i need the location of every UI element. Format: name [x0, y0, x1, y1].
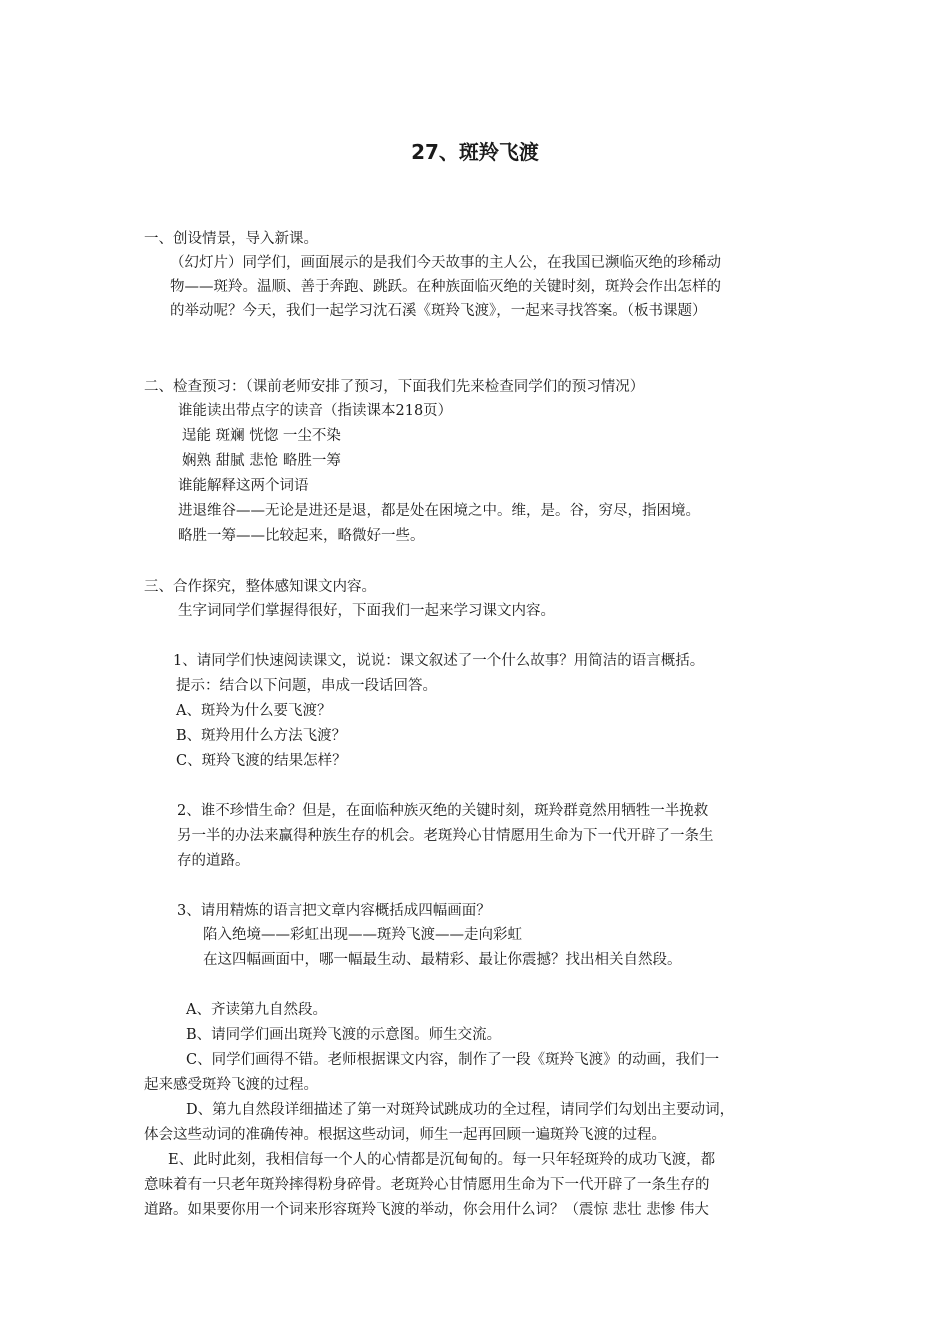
list-item: A、齐读第九自然段。 — [186, 1002, 327, 1018]
question-3: 3、请用精炼的语言把文章内容概括成四幅画面？ — [177, 903, 491, 919]
paragraph-line: 在这四幅画面中，哪一幅最生动、最精彩、最让你震撼？找出相关自然段。 — [203, 952, 682, 968]
paragraph-line: 谁能解释这两个词语 — [178, 478, 309, 494]
paragraph-line: 提示：结合以下问题，串成一段话回答。 — [176, 678, 437, 694]
vocab-line: 娴熟 甜腻 悲怆 略胜一筹 — [182, 453, 341, 469]
vocab-line: 逞能 斑斓 恍惚 一尘不染 — [182, 428, 341, 444]
paragraph-line: 的举动呢？今天，我们一起学习沈石溪《斑羚飞渡》，一起来寻找答案。（板书课题） — [170, 303, 707, 319]
paragraph-line: （幻灯片）同学们，画面展示的是我们今天故事的主人公，在我国已濒临灭绝的珍稀动 — [170, 255, 721, 271]
list-item: B、斑羚用什么方法飞渡？ — [176, 728, 347, 744]
paragraph-line: 存的道路。 — [177, 853, 250, 869]
section-1-heading: 一、创设情景，导入新课。 — [144, 231, 318, 247]
definition-line: 略胜一筹——比较起来，略微好一些。 — [178, 528, 425, 544]
question-1: 1、请同学们快速阅读课文，说说：课文叙述了一个什么故事？用简洁的语言概括。 — [173, 653, 705, 669]
list-item: C、同学们画得不错。老师根据课文内容，制作了一段《斑羚飞渡》的动画，我们一 — [186, 1052, 720, 1068]
question-2: 2、谁不珍惜生命？但是，在面临种族灭绝的关键时刻，斑羚群竟然用牺牲一半挽救 — [177, 803, 709, 819]
paragraph-line: 意味着有一只老年斑羚摔得粉身碎骨。老斑羚心甘情愿用生命为下一代开辟了一条生存的 — [144, 1177, 710, 1193]
list-item: A、斑羚为什么要飞渡？ — [176, 703, 332, 719]
paragraph-line: 另一半的办法来赢得种族生存的机会。老斑羚心甘情愿用生命为下一代开辟了一条生 — [177, 828, 714, 844]
definition-line: 进退维谷——无论是进还是退，都是处在困境之中。维，是。谷，穷尽，指困境。 — [178, 503, 700, 519]
paragraph-line: 物——斑羚。温顺、善于奔跑、跳跃。在种族面临灭绝的关键时刻，斑羚会作出怎样的 — [170, 279, 721, 295]
paragraph-line: 谁能读出带点字的读音（指读课本218页） — [178, 403, 453, 419]
section-2-heading: 二、检查预习：（课前老师安排了预习，下面我们先来检查同学们的预习情况） — [144, 379, 645, 395]
page-title: 27、斑羚飞渡 — [411, 140, 539, 164]
list-item: E、此时此刻，我相信每一个人的心情都是沉甸甸的。每一只年轻斑羚的成功飞渡，都 — [168, 1152, 716, 1168]
list-item: B、请同学们画出斑羚飞渡的示意图。师生交流。 — [186, 1027, 502, 1043]
list-item: D、第九自然段详细描述了第一对斑羚试跳成功的全过程，请同学们勾划出主要动词， — [186, 1102, 735, 1118]
paragraph-line: 道路。如果要你用一个词来形容斑羚飞渡的举动，你会用什么词？（震惊 悲壮 悲惨 伟大 — [144, 1202, 709, 1218]
paragraph-line: 陷入绝境——彩虹出现——斑羚飞渡——走向彩虹 — [203, 927, 522, 943]
paragraph-line: 体会这些动词的准确传神。根据这些动词，师生一起再回顾一遍斑羚飞渡的过程。 — [144, 1127, 666, 1143]
section-3-heading: 三、合作探究，整体感知课文内容。 — [144, 579, 376, 595]
list-item: C、斑羚飞渡的结果怎样？ — [176, 753, 347, 769]
paragraph-line: 起来感受斑羚飞渡的过程。 — [144, 1077, 318, 1093]
paragraph-line: 生字词同学们掌握得很好，下面我们一起来学习课文内容。 — [178, 603, 555, 619]
